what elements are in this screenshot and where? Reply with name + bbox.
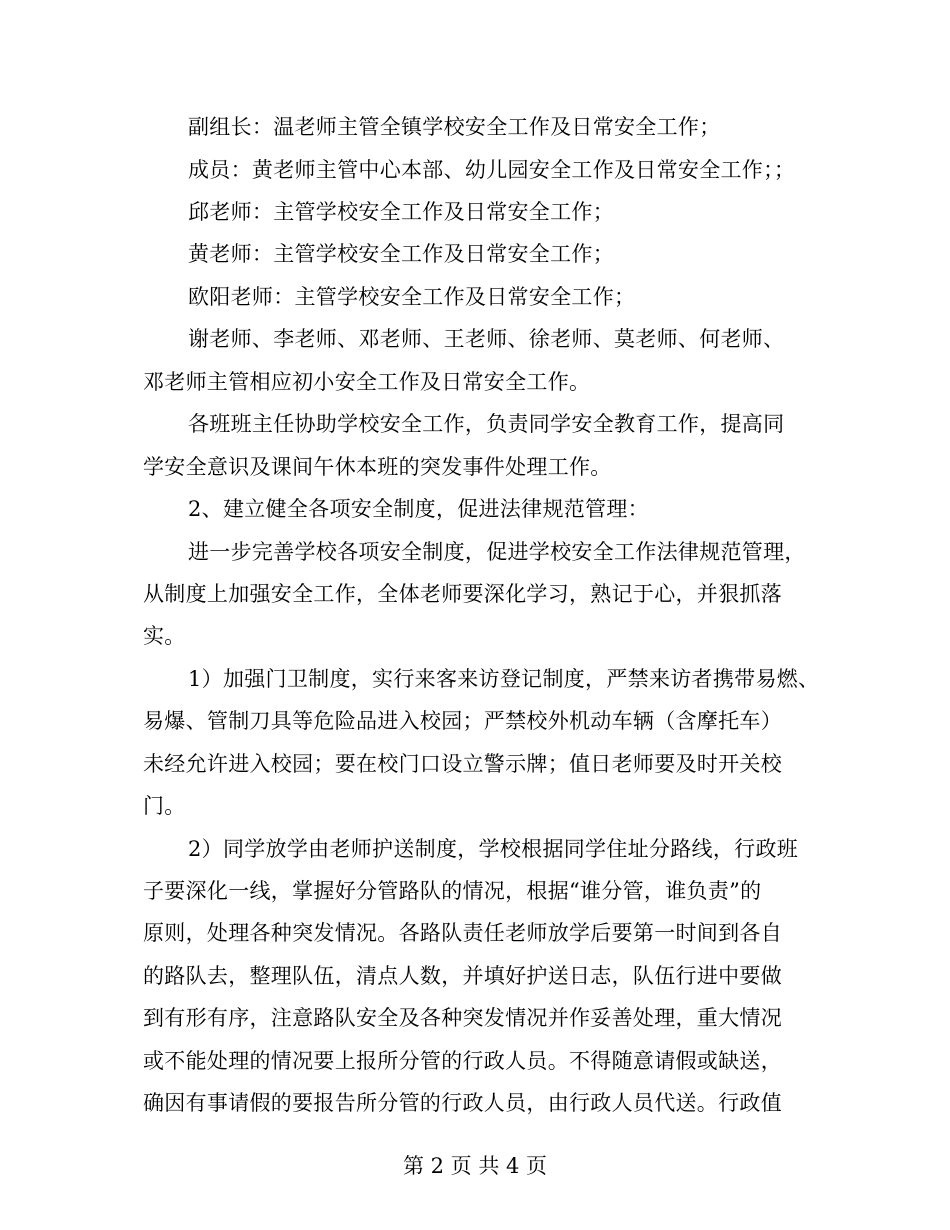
text-line: 未经允许进入校园；要在校门口设立警示牌；值日老师要及时开关校 [143, 752, 782, 776]
text-line: 到有形有序，注意路队安全及各种突发情况并作妥善处理，重大情况 [143, 1006, 782, 1030]
text-line: 各班班主任协助学校安全工作，负责同学安全教育工作，提高同 [188, 412, 785, 436]
text-line: 实。 [143, 624, 186, 648]
section-heading: 2、建立健全各项安全制度，促进法律规范管理： [188, 497, 649, 521]
text-line: 1）加强门卫制度，实行来客来访登记制度，严禁来访者携带易燃、 [188, 667, 820, 691]
text-line: 或不能处理的情况要上报所分管的行政人员。不得随意请假或缺送， [143, 1049, 782, 1073]
text-line: 成员：黄老师主管中心本部、幼儿园安全工作及日常安全工作；； [188, 158, 796, 182]
text-line: 邓老师主管相应初小安全工作及日常安全工作。 [143, 370, 591, 394]
text-line: 欧阳老师：主管学校安全工作及日常安全工作； [188, 285, 636, 309]
page-number-footer: 第 2 页 共 4 页 [402, 1154, 548, 1178]
text-line: 从制度上加强安全工作，全体老师要深化学习，熟记于心，并狠抓落 [143, 582, 782, 606]
text-line: 确因有事请假的要报告所分管的行政人员，由行政人员代送。行政值 [143, 1091, 782, 1115]
text-line: 子要深化一线，掌握好分管路队的情况，根据“谁分管，谁负责”的 [143, 879, 762, 903]
text-line: 易爆、管制刀具等危险品进入校园；严禁校外机动车辆（含摩托车） [143, 709, 782, 733]
text-line: 门。 [143, 794, 186, 818]
text-line: 学安全意识及课间午休本班的突发事件处理工作。 [143, 455, 612, 479]
text-line: 谢老师、李老师、邓老师、王老师、徐老师、莫老师、何老师、 [188, 327, 785, 351]
text-line: 副组长：温老师主管全镇学校安全工作及日常安全工作； [188, 115, 721, 139]
text-line: 黄老师：主管学校安全工作及日常安全工作； [188, 242, 614, 266]
text-line: 进一步完善学校各项安全制度，促进学校安全工作法律规范管理， [188, 540, 806, 564]
text-line: 原则，处理各种突发情况。各路队责任老师放学后要第一时间到各自 [143, 921, 782, 945]
text-line: 的路队去，整理队伍，清点人数，并填好护送日志，队伍行进中要做 [143, 964, 782, 988]
text-line: 邱老师：主管学校安全工作及日常安全工作； [188, 200, 614, 224]
text-line: 2）同学放学由老师护送制度，学校根据同学住址分路线，行政班 [188, 837, 799, 861]
